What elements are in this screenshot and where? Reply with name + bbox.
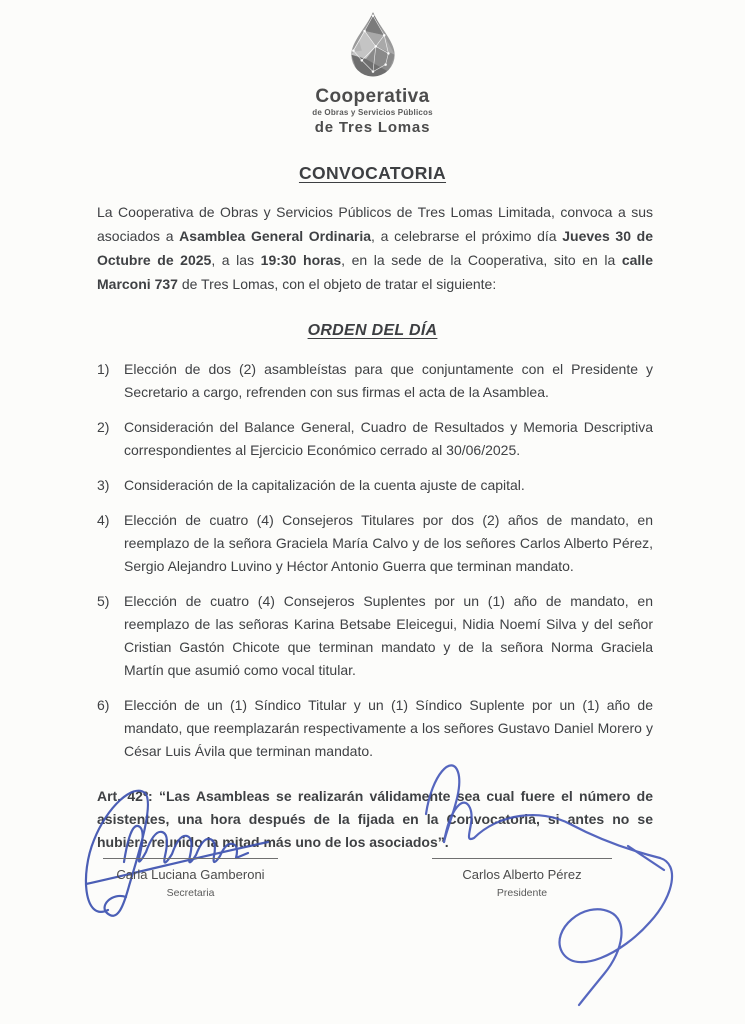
agenda-item-number: 4): [97, 511, 110, 528]
intro-segment: , a las: [211, 251, 261, 268]
agenda-title: [0, 322, 745, 340]
intro-segment: , en la sede de la Cooperativa, sito en la: [341, 251, 622, 268]
agenda-item-text: Elección de cuatro (4) Consejeros Titulares por dos (2) años de mandato, en reemplazo de la señora Graciela María Calvo y de los señores Carlos Alberto Pérez, Sergio Alejandro Luvino y Héctor Antonio Guerra que terminan mandato.: [124, 511, 653, 574]
intro-segment-bold: calle Marconi 737: [97, 251, 653, 292]
agenda-item: [97, 694, 653, 763]
agenda-item: [97, 416, 653, 462]
article-42-text: “Las Asambleas se realizarán válidamente sea cual fuere el número de asistentes, una hora después de la fijada en la Convocatoria, si antes no se hubiere reunido la mitad más uno de los asociados”.: [97, 787, 653, 850]
signatory-name: Carlos Alberto Pérez: [462, 867, 582, 882]
intro-segment-bold: Jueves 30 de Octubre de 2025: [97, 227, 653, 268]
agenda-item: [97, 590, 653, 682]
document-title: [0, 163, 745, 184]
logo-region: de Tres Lomas: [314, 119, 431, 137]
agenda-item-text: Consideración del Balance General, Cuadro de Resultados y Memoria Descriptiva correspondientes al Ejercicio Económico cerrado al 30/06/2025.: [124, 418, 653, 458]
agenda-item: [97, 474, 653, 497]
signatory-role: Presidente: [496, 887, 548, 899]
signatory-role: Secretaria: [166, 887, 215, 899]
agenda-item-number: 3): [97, 476, 110, 493]
agenda-item-number: 6): [97, 696, 110, 713]
agenda-title-text: ORDEN DEL DÍA: [307, 321, 438, 339]
agenda-item-number: 1): [97, 360, 110, 377]
signatory-name: Carla Luciana Gamberoni: [116, 867, 265, 882]
agenda-item-text: Elección de cuatro (4) Consejeros Suplentes por un (1) año de mandato, en reemplazo de las señoras Karina Betsabe Eleicegui, Nidia Noemí Silva y del señor Cristian Gastón Chicote que terminan mandato y de la señora Norma Graciela Martín que asumió como vocal titular.: [124, 592, 653, 678]
intro-segment-bold: 19:30 horas: [260, 251, 342, 268]
signature-line: [432, 858, 612, 859]
agenda-item-text: Elección de dos (2) asambleístas para que conjuntamente con el Presidente y Secretario a cargo, refrenden con sus firmas el acta de la Asamblea.: [124, 360, 653, 400]
agenda-item: [97, 509, 653, 578]
intro-paragraph: [97, 200, 653, 296]
article-42-label: Art. 42º:: [97, 787, 153, 804]
agenda-item-text: Consideración de la capitalización de la cuenta ajuste de capital.: [124, 476, 525, 493]
article-42-paragraph: [97, 785, 653, 854]
document-title-text: CONVOCATORIA: [298, 162, 447, 183]
agenda-item: [97, 358, 653, 404]
intro-segment: La Cooperativa de Obras y Servicios Públicos de Tres Lomas Limitada, convoca a sus asociados a: [97, 203, 653, 244]
cooperative-logo: [0, 0, 745, 137]
logo-subtitle: de Obras y Servicios Públicos: [312, 108, 433, 118]
agenda-item-number: 5): [97, 592, 110, 609]
agenda-item-number: 2): [97, 418, 110, 435]
agenda-list: [97, 358, 653, 763]
intro-segment-bold: Asamblea General Ordinaria: [179, 227, 372, 244]
agenda-item-text: Elección de un (1) Síndico Titular y un (1) Síndico Suplente por un (1) año de mandato, que reemplazarán respectivamente a los señores Gustavo Daniel Morero y César Luis Ávila que terminan mandato.: [124, 696, 653, 759]
signature-block-president: [432, 858, 612, 899]
signature-block-secretary: [103, 858, 278, 899]
intro-segment: de Tres Lomas, con el objeto de tratar el siguiente:: [177, 275, 497, 292]
logo-title: Cooperativa: [315, 85, 430, 107]
signature-line: [103, 858, 278, 859]
droplet-network-icon: [337, 10, 409, 80]
intro-segment: , a celebrarse el próximo día: [371, 227, 563, 244]
